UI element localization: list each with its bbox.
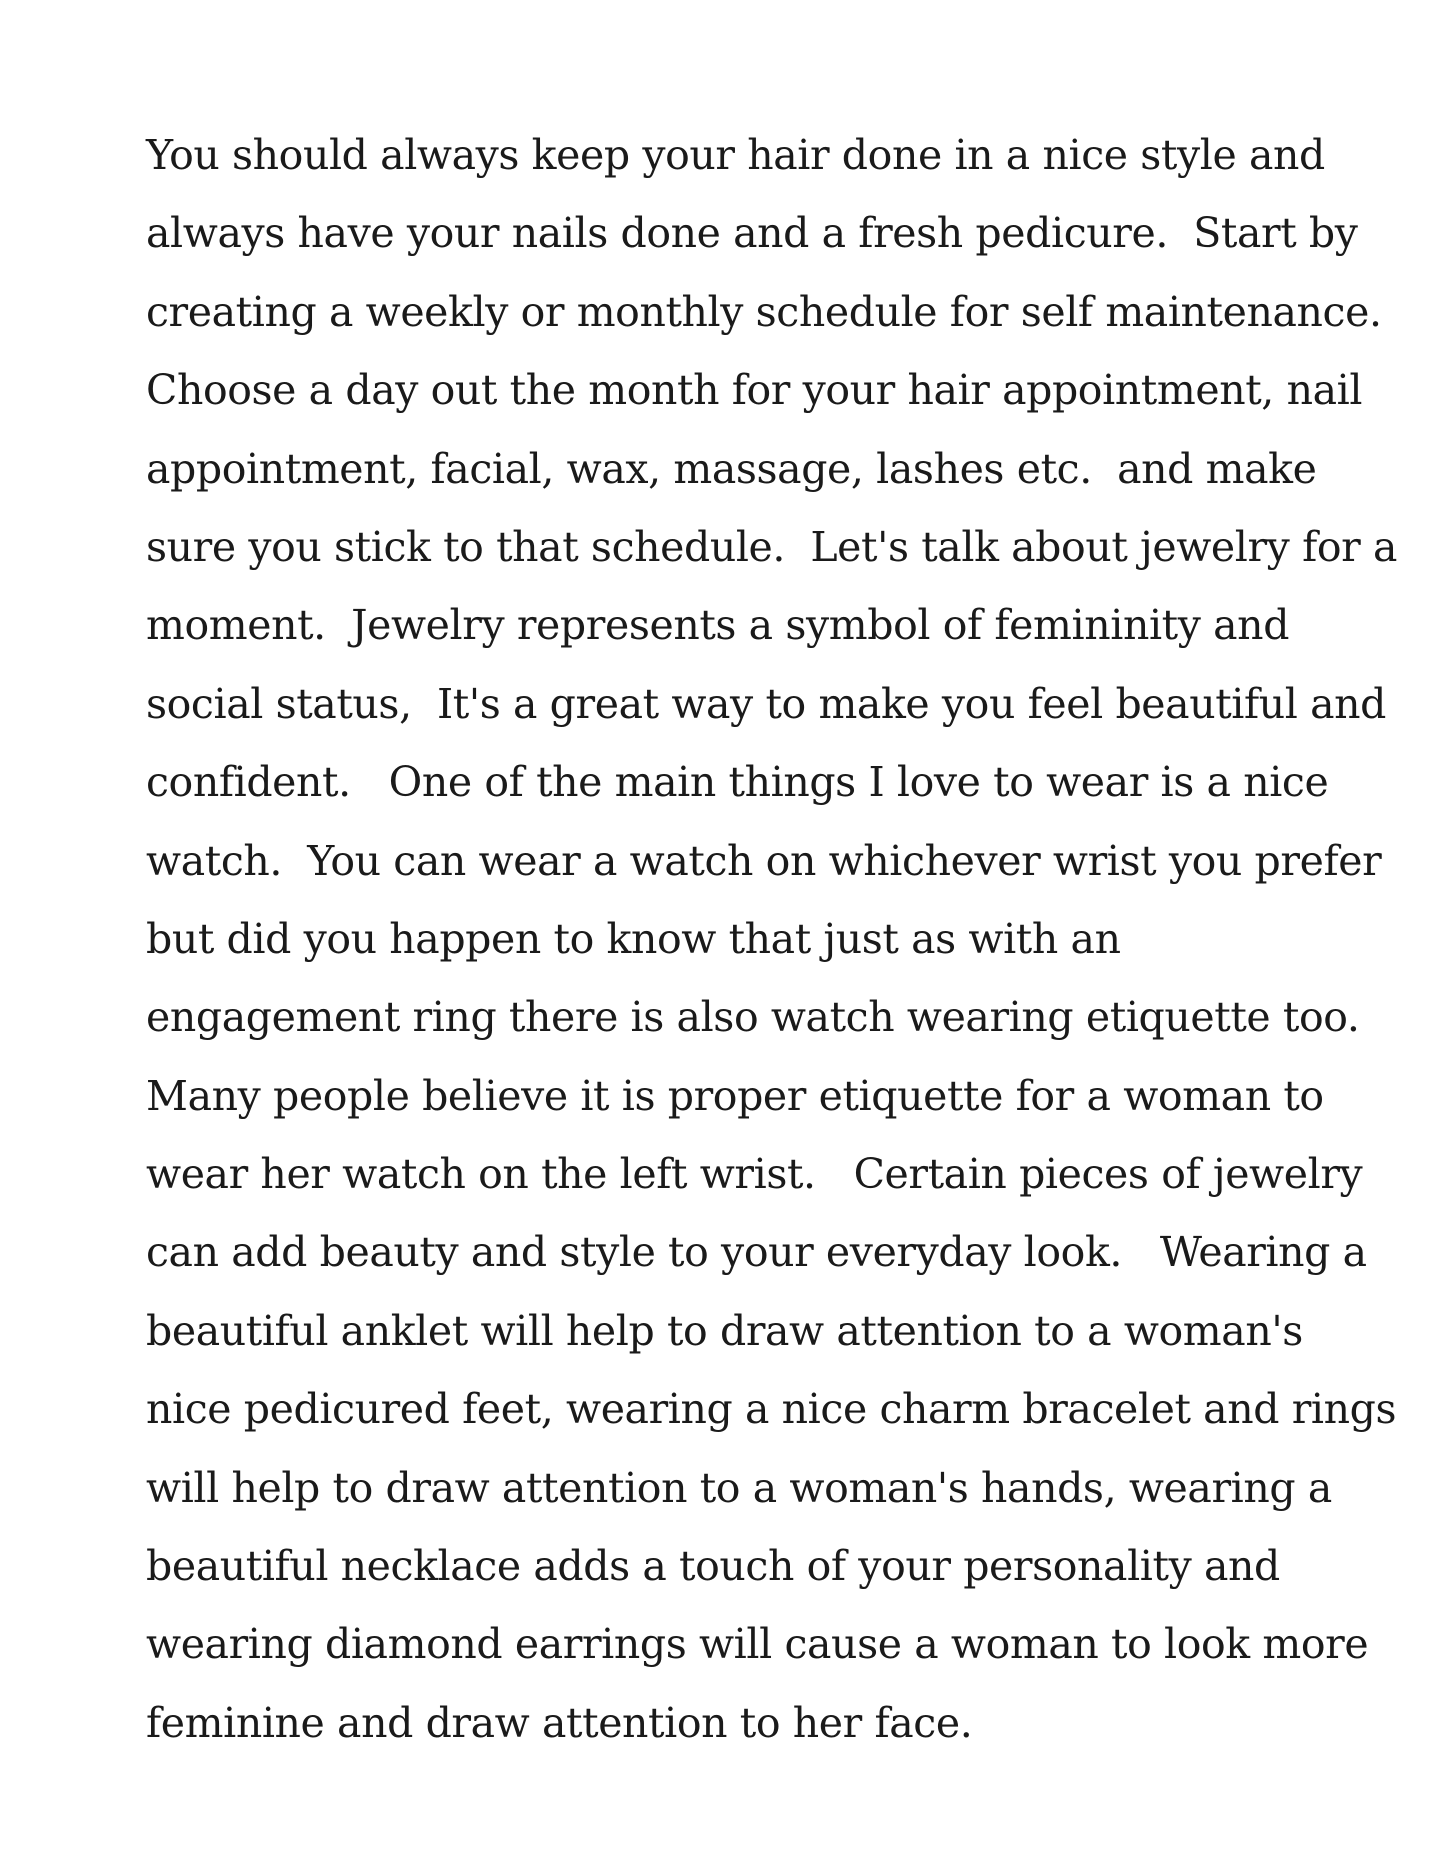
text-line: social status, It's a great way to make you feel beautiful and [146, 679, 1387, 728]
text-line: beautiful necklace adds a touch of your personality and [146, 1542, 1280, 1591]
text-line: wear her watch on the left wrist. Certain pieces of jewelry [146, 1150, 1363, 1199]
text-line: nice pedicured feet, wearing a nice charm bracelet and rings [146, 1385, 1397, 1434]
text-line: appointment, facial, wax, massage, lashes etc. and make [146, 444, 1317, 493]
text-line: but did you happen to know that just as with an [146, 914, 1121, 963]
text-line: watch. You can wear a watch on whichever wrist you prefer [146, 836, 1382, 885]
text-line: creating a weekly or monthly schedule for self maintenance. [146, 287, 1382, 336]
text-line: moment. Jewelry represents a symbol of femininity and [146, 601, 1290, 650]
text-line: Choose a day out the month for your hair appointment, nail [146, 366, 1363, 415]
text-line: You should always keep your hair done in a nice style and [146, 131, 1325, 179]
body-paragraph [146, 125, 1398, 1771]
text-line: confident. One of the main things I love to wear is a nice [146, 758, 1329, 807]
text-line: beautiful anklet will help to draw attention to a woman's [146, 1306, 1303, 1355]
text-line: can add beauty and style to your everyday look. Wearing a [146, 1228, 1367, 1277]
text-line: always have your nails done and a fresh pedicure. Start by [146, 209, 1358, 258]
text-line: wearing diamond earrings will cause a woman to look more [146, 1620, 1369, 1669]
text-line: Many people believe it is proper etiquette for a woman to [146, 1071, 1324, 1120]
text-line: engagement ring there is also watch wearing etiquette too. [146, 993, 1360, 1042]
text-line: feminine and draw attention to her face. [146, 1698, 973, 1747]
text-line: will help to draw attention to a woman's hands, wearing a [146, 1463, 1332, 1512]
text-line: sure you stick to that schedule. Let's talk about jewelry for a [146, 522, 1398, 571]
